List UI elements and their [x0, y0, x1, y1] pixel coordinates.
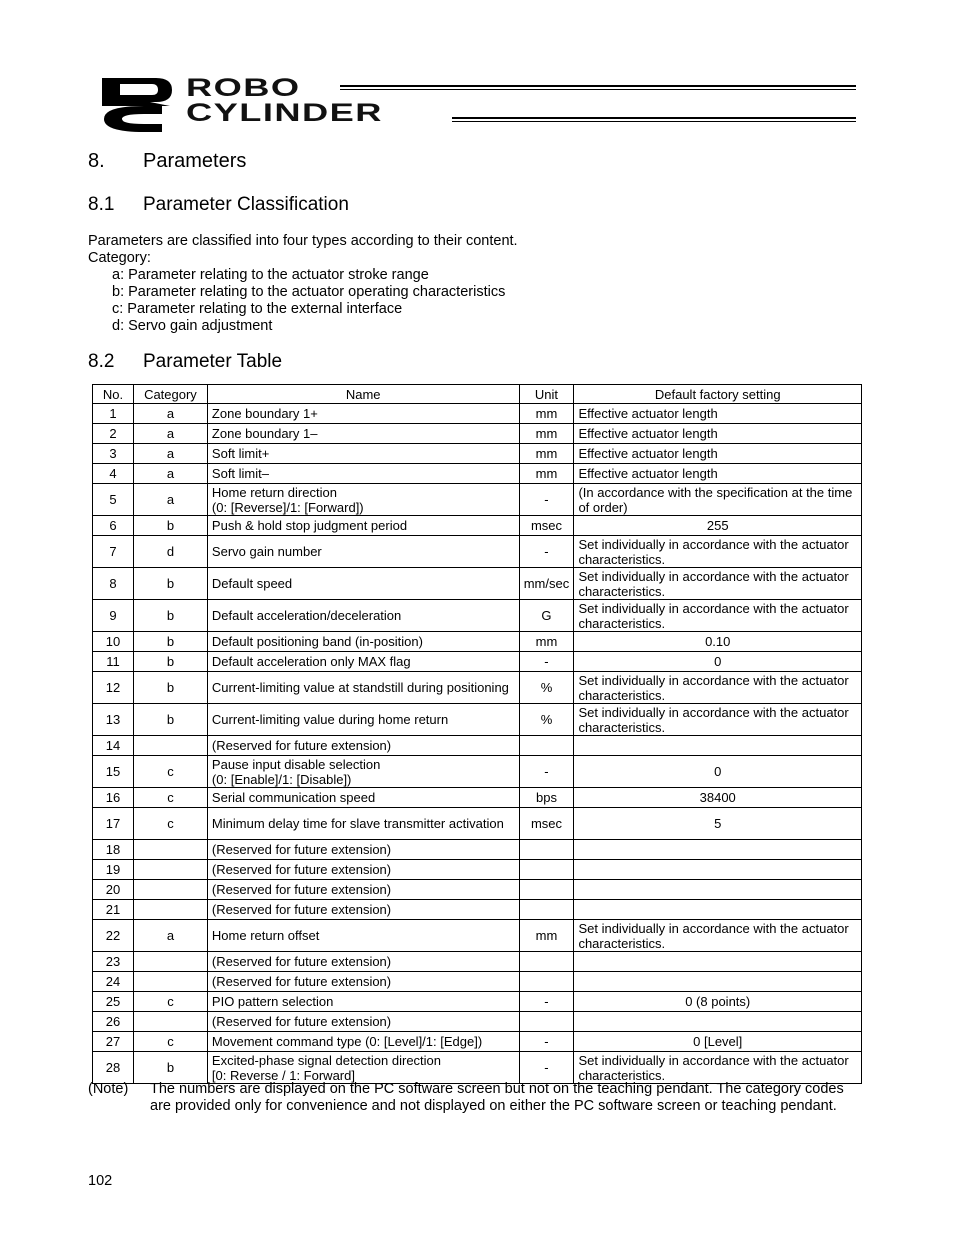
logo-text-cylinder: CYLINDER [186, 99, 383, 127]
cell-category: a [133, 444, 207, 464]
cell-name: (Reserved for future extension) [207, 860, 519, 880]
table-row [93, 404, 862, 424]
cell-default: 0 (8 points) [574, 992, 862, 1012]
cell-unit: msec [519, 516, 574, 536]
page-number: 102 [88, 1173, 113, 1189]
cell-category [133, 952, 207, 972]
cell-name: Pause input disable selection (0: [Enable]/1: [Disable]) [207, 756, 519, 788]
cell-name: Soft limit+ [207, 444, 519, 464]
header-name: Name [207, 385, 519, 404]
cell-no: 19 [93, 860, 134, 880]
cell-default [574, 1012, 862, 1032]
cell-name: Push & hold stop judgment period [207, 516, 519, 536]
header-unit: Unit [519, 385, 574, 404]
cell-name: Zone boundary 1+ [207, 404, 519, 424]
section-title: Parameter Table [143, 351, 283, 372]
cell-default [574, 736, 862, 756]
cell-default [574, 880, 862, 900]
parameter-table [92, 384, 862, 1084]
cell-unit: - [519, 992, 574, 1012]
cell-unit: mm [519, 404, 574, 424]
cell-name: Zone boundary 1– [207, 424, 519, 444]
cell-default: 0 [Level] [574, 1032, 862, 1052]
cell-unit: - [519, 1052, 574, 1084]
cell-unit: % [519, 704, 574, 736]
cell-unit: - [519, 1032, 574, 1052]
header-rule-bottom [452, 117, 856, 122]
cell-default: Effective actuator length [574, 464, 862, 484]
cell-name: Default speed [207, 568, 519, 600]
table-header-row [93, 385, 862, 404]
table-row [93, 704, 862, 736]
note-label: (Note) [88, 1081, 129, 1097]
cell-no: 14 [93, 736, 134, 756]
cell-no: 4 [93, 464, 134, 484]
cell-default: 0.10 [574, 632, 862, 652]
chapter-number: 8. [88, 150, 105, 172]
cell-name: Current-limiting value at standstill during positioning [207, 672, 519, 704]
cell-no: 3 [93, 444, 134, 464]
cell-unit: - [519, 484, 574, 516]
cell-name: (Reserved for future extension) [207, 952, 519, 972]
cell-name: (Reserved for future extension) [207, 880, 519, 900]
table-row [93, 600, 862, 632]
category-item-b: b: Parameter relating to the actuator operating characteristics [112, 284, 506, 300]
cell-default: Set individually in accordance with the actuator characteristics. [574, 1052, 862, 1084]
category-item-d: d: Servo gain adjustment [112, 318, 273, 334]
cell-category: a [133, 484, 207, 516]
table-row [93, 568, 862, 600]
category-label: Category: [88, 250, 151, 266]
table-row [93, 756, 862, 788]
cell-default: Set individually in accordance with the actuator characteristics. [574, 704, 862, 736]
cell-no: 6 [93, 516, 134, 536]
cell-unit: % [519, 672, 574, 704]
cell-no: 5 [93, 484, 134, 516]
cell-category: c [133, 992, 207, 1012]
table-row [93, 860, 862, 880]
classification-intro [88, 233, 518, 335]
cell-name: (Reserved for future extension) [207, 840, 519, 860]
cell-no: 16 [93, 788, 134, 808]
table-row [93, 880, 862, 900]
table-row [93, 516, 862, 536]
table-row [93, 444, 862, 464]
note-text: The numbers are displayed on the PC software screen but not on the teaching pendant. The category codes are provided only for convenience and not displayed on either the PC software screen or teaching pendant. [150, 1081, 844, 1114]
table-row [93, 1012, 862, 1032]
cell-default: Set individually in accordance with the actuator characteristics. [574, 600, 862, 632]
table-row [93, 632, 862, 652]
table-body [93, 404, 862, 1084]
cell-default [574, 972, 862, 992]
cell-name: (Reserved for future extension) [207, 900, 519, 920]
table-row [93, 1052, 862, 1084]
cell-name: Home return offset [207, 920, 519, 952]
cell-no: 2 [93, 424, 134, 444]
table-row [93, 672, 862, 704]
cell-unit [519, 900, 574, 920]
cell-category [133, 1012, 207, 1032]
cell-category [133, 860, 207, 880]
cell-category: d [133, 536, 207, 568]
cell-default [574, 900, 862, 920]
cell-unit [519, 880, 574, 900]
cell-no: 10 [93, 632, 134, 652]
cell-unit [519, 860, 574, 880]
cell-category: a [133, 464, 207, 484]
cell-name: Servo gain number [207, 536, 519, 568]
category-item-c: c: Parameter relating to the external interface [112, 301, 403, 317]
cell-category [133, 840, 207, 860]
chapter-heading [88, 150, 246, 173]
cell-unit: - [519, 652, 574, 672]
robo-cylinder-logo [100, 72, 860, 132]
table-row [93, 992, 862, 1012]
table-row [93, 464, 862, 484]
cell-no: 1 [93, 404, 134, 424]
cell-no: 12 [93, 672, 134, 704]
cell-category [133, 972, 207, 992]
cell-name: Movement command type (0: [Level]/1: [Edge]) [207, 1032, 519, 1052]
cell-name: Serial communication speed [207, 788, 519, 808]
chapter-title: Parameters [143, 150, 247, 172]
cell-default: Set individually in accordance with the actuator characteristics. [574, 568, 862, 600]
cell-default: 38400 [574, 788, 862, 808]
cell-no: 28 [93, 1052, 134, 1084]
section-number: 8.1 [88, 194, 115, 215]
cell-name: Excited-phase signal detection direction [0: Reverse / 1: Forward] [207, 1052, 519, 1084]
cell-no: 22 [93, 920, 134, 952]
cell-category: a [133, 404, 207, 424]
cell-unit [519, 736, 574, 756]
cell-unit: mm [519, 424, 574, 444]
cell-no: 9 [93, 600, 134, 632]
table-row [93, 952, 862, 972]
table-row [93, 900, 862, 920]
table-row [93, 424, 862, 444]
cell-unit: G [519, 600, 574, 632]
logo-text-robo: ROBO [186, 74, 301, 102]
header-category: Category [133, 385, 207, 404]
cell-no: 18 [93, 840, 134, 860]
cell-no: 13 [93, 704, 134, 736]
cell-category: c [133, 788, 207, 808]
cell-category: b [133, 1052, 207, 1084]
cell-unit: mm [519, 920, 574, 952]
cell-category: b [133, 672, 207, 704]
table-row [93, 652, 862, 672]
cell-default: (In accordance with the specification at the time of order) [574, 484, 862, 516]
cell-default: Effective actuator length [574, 444, 862, 464]
table-note [88, 1081, 868, 1115]
cell-unit: - [519, 756, 574, 788]
cell-name: PIO pattern selection [207, 992, 519, 1012]
section-title: Parameter Classification [143, 194, 349, 215]
cell-category: c [133, 756, 207, 788]
cell-unit: - [519, 536, 574, 568]
cell-category [133, 880, 207, 900]
cell-unit: bps [519, 788, 574, 808]
cell-default: 255 [574, 516, 862, 536]
cell-name: Default positioning band (in-position) [207, 632, 519, 652]
cell-category: b [133, 704, 207, 736]
cell-category: a [133, 424, 207, 444]
table-row [93, 920, 862, 952]
cell-category: c [133, 808, 207, 840]
cell-name: Soft limit– [207, 464, 519, 484]
cell-category: b [133, 652, 207, 672]
cell-default [574, 840, 862, 860]
cell-name: (Reserved for future extension) [207, 972, 519, 992]
cell-no: 8 [93, 568, 134, 600]
cell-unit: msec [519, 808, 574, 840]
cell-category [133, 736, 207, 756]
cell-no: 25 [93, 992, 134, 1012]
cell-default [574, 860, 862, 880]
section-heading-table [88, 351, 282, 373]
cell-name: Default acceleration only MAX flag [207, 652, 519, 672]
section-number: 8.2 [88, 351, 115, 372]
cell-unit [519, 952, 574, 972]
cell-category: b [133, 568, 207, 600]
cell-default: Effective actuator length [574, 404, 862, 424]
table-row [93, 1032, 862, 1052]
cell-unit [519, 972, 574, 992]
cell-unit: mm [519, 632, 574, 652]
cell-no: 7 [93, 536, 134, 568]
cell-name: (Reserved for future extension) [207, 736, 519, 756]
cell-category: a [133, 920, 207, 952]
table-row [93, 536, 862, 568]
section-heading-classification [88, 194, 349, 216]
cell-category: c [133, 1032, 207, 1052]
cell-default: 0 [574, 652, 862, 672]
cell-no: 17 [93, 808, 134, 840]
cell-name: Home return direction (0: [Reverse]/1: [Forward]) [207, 484, 519, 516]
cell-default: Set individually in accordance with the actuator characteristics. [574, 672, 862, 704]
table-row [93, 788, 862, 808]
header-no: No. [93, 385, 134, 404]
cell-unit: mm [519, 444, 574, 464]
cell-no: 23 [93, 952, 134, 972]
cell-name: Minimum delay time for slave transmitter activation [207, 808, 519, 840]
cell-default: Set individually in accordance with the actuator characteristics. [574, 536, 862, 568]
cell-default: Set individually in accordance with the actuator characteristics. [574, 920, 862, 952]
intro-sentence: Parameters are classified into four types according to their content. [88, 233, 518, 249]
cell-name: Current-limiting value during home return [207, 704, 519, 736]
cell-category: b [133, 516, 207, 536]
cell-no: 21 [93, 900, 134, 920]
cell-category: b [133, 600, 207, 632]
table-row [93, 808, 862, 840]
cell-unit [519, 1012, 574, 1032]
cell-name: Default acceleration/deceleration [207, 600, 519, 632]
category-item-a: a: Parameter relating to the actuator stroke range [112, 267, 429, 283]
cell-name: (Reserved for future extension) [207, 1012, 519, 1032]
table-row [93, 736, 862, 756]
rc-logo-mark [100, 76, 186, 132]
cell-default [574, 952, 862, 972]
cell-no: 20 [93, 880, 134, 900]
table-row [93, 484, 862, 516]
cell-default: 0 [574, 756, 862, 788]
table-row [93, 972, 862, 992]
cell-no: 11 [93, 652, 134, 672]
cell-unit: mm [519, 464, 574, 484]
header-rule-top [340, 85, 856, 90]
cell-no: 27 [93, 1032, 134, 1052]
cell-unit [519, 840, 574, 860]
cell-no: 24 [93, 972, 134, 992]
cell-no: 26 [93, 1012, 134, 1032]
table-row [93, 840, 862, 860]
cell-category [133, 900, 207, 920]
cell-unit: mm/sec [519, 568, 574, 600]
cell-default: Effective actuator length [574, 424, 862, 444]
cell-no: 15 [93, 756, 134, 788]
logo-text [186, 76, 383, 126]
header-default: Default factory setting [574, 385, 862, 404]
cell-default: 5 [574, 808, 862, 840]
cell-category: b [133, 632, 207, 652]
